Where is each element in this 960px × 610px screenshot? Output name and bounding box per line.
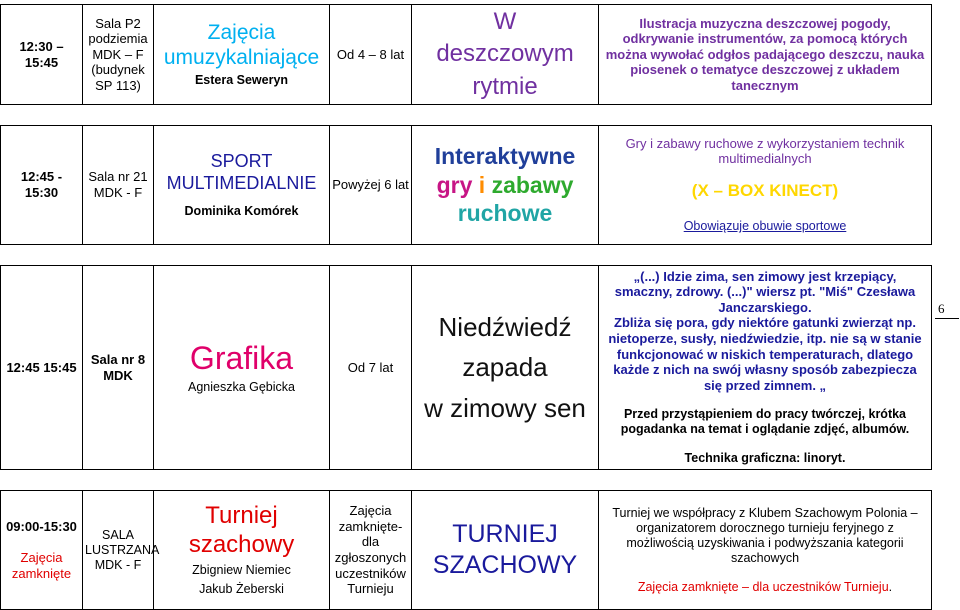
room-cell: Sala nr 21 MDK - F [83,126,154,245]
note-text: Obowiązuje obuwie sportowe [683,219,847,234]
age-cell: Od 4 – 8 lat [330,5,412,105]
class-title-cell: SPORT MULTIMEDIALNIE Dominika Komórek [154,126,330,245]
time-cell: 12:45 - 15:30 [1,126,83,245]
room-cell: SALA LUSTRZANA MDK - F [83,491,154,610]
room-cell: Sala P2 podziemia MDK – F (budynek SP 113) [83,5,154,105]
description-cell: Ilustracja muzyczna deszczowej pogody, odkrywanie instrumentów, za pomocą których można wywołać odgłos padającego deszczu, nauka piosenek o tematyce deszczowej z układem tanecznym [599,5,932,105]
topic-cell: Interaktywne gry i zabawy ruchowe [412,126,599,245]
class-title-cell: Zajęcia umuzykalniające Estera Seweryn [154,5,330,105]
time-cell: 09:00-15:30 Zajęcia zamknięte [1,491,83,610]
table-row [1,266,932,470]
time-cell: 12:30 – 15:45 [1,5,83,105]
table-row [1,5,932,105]
time-cell: 12:45 15:45 [1,266,83,470]
table-row [1,126,932,245]
topic-cell: W deszczowym rytmie [412,5,599,105]
description-cell: Turniej we współpracy z Klubem Szachowym Polonia – organizatorem dorocznego turnieju feryjnego z możliwością uzyskiwania i podwyższania kategorii szachowych Zajęcia zamknięte – dla uczestników Turnieju. [599,491,932,610]
highlight-text: (X – BOX KINECT) [691,180,839,200]
table-row [1,491,932,610]
topic-cell: TURNIEJ SZACHOWY [412,491,599,610]
description-cell: „(...) Idzie zima, sen zimowy jest krzepiący, smaczny, zdrowy. (...)" wiersz pt. "Miś" Czesława Janczarskiego. Zbliża się pora, gdy niektóre gatunki zwierząt np. nietoperze, susły, niedźwiedzie, itp. nie są w stanie funkcjonować w niskich temperaturach, dlatego każde z nich na swój własny sposób zabezpiecza się przed zimnem. „ Przed przystąpieniem do pracy twórczej, krótka pogadanka na temat i oglądanie zdjęć, albumów. Technika graficzna: linoryt. [599,266,932,470]
description-cell: Gry i zabawy ruchowe z wykorzystaniem technik multimedialnych (X – BOX KINECT) Obowiązuje obuwie sportowe [599,126,932,245]
schedule-table [0,4,932,610]
class-title-cell: Turniej szachowy Zbigniew Niemiec Jakub Żeberski [154,491,330,610]
topic-cell: Niedźwiedź zapada w zimowy sen [412,266,599,470]
age-cell: Powyżej 6 lat [330,126,412,245]
room-cell: Sala nr 8 MDK [83,266,154,470]
page-number: 6 [938,301,945,316]
page-number-rule [935,318,959,319]
age-cell: Od 7 lat [330,266,412,470]
age-cell: Zajęcia zamknięte- dla zgłoszonych uczestników Turnieju [330,491,412,610]
class-title-cell: Grafika Agnieszka Gębicka [154,266,330,470]
